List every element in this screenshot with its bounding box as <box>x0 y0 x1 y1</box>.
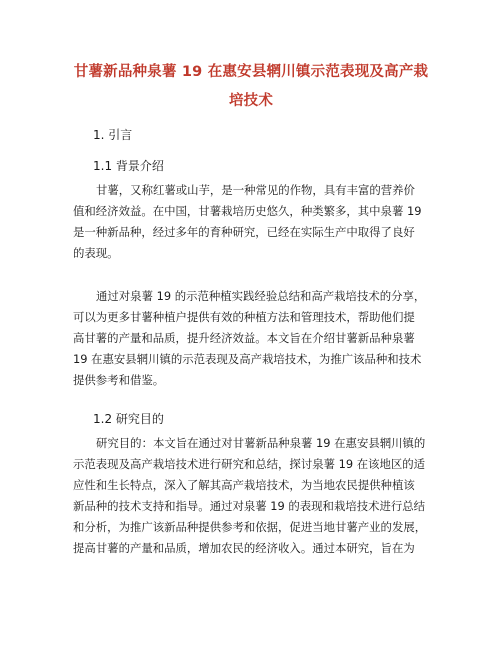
paragraph-line: 提高甘薯的产量和品质，增加农民的经济收入。通过本研究，旨在为 <box>73 541 415 555</box>
paragraph-line: 值和经济效益。在中国，甘薯栽培历史悠久，种类繁多，其中泉薯 19 <box>73 204 422 218</box>
paragraph-line: 应性和生长特点，深入了解其高产栽培技术，为当地农民提供种植该 <box>73 478 415 492</box>
heading-introduction: 1. 引言 <box>93 128 133 142</box>
heading-research-purpose: 1.2 研究目的 <box>93 412 164 426</box>
paragraph-line: 甘薯，又称红薯或山芋，是一种常见的作物，具有丰富的营养价 <box>96 183 415 197</box>
paragraph-line: 通过对泉薯 19 的示范种植实践经验总结和高产栽培技术的分享， <box>96 289 426 303</box>
title-line-2: 培技术 <box>228 93 274 109</box>
paragraph-line: 和分析，为推广该新品种提供参考和依据，促进当地甘薯产业的发展， <box>73 520 427 534</box>
paragraph-line: 示范表现及高产栽培技术进行研究和总结，探讨泉薯 19 在该地区的适 <box>73 457 426 471</box>
paragraph-line: 高甘薯的产量和品质，提升经济效益。本文旨在介绍甘薯新品种泉薯 <box>73 331 415 345</box>
paragraph-line: 提供参考和借鉴。 <box>73 373 165 387</box>
paragraph-purpose-summary <box>73 286 443 391</box>
paragraph-line: 19 在惠安县辋川镇的示范表现及高产栽培技术，为推广该品种和技术 <box>73 352 422 366</box>
paragraph-line: 是一种新品种，经过多年的育种研究，已经在实际生产中取得了良好 <box>73 225 415 239</box>
paragraph-research-purpose <box>73 433 443 559</box>
document-title <box>60 58 442 116</box>
paragraph-background <box>73 180 443 264</box>
paragraph-line: 新品种的技术支持和指导。通过对泉薯 19 的表现和栽培技术进行总结 <box>73 499 426 513</box>
title-line-1: 甘薯新品种泉薯 19 在惠安县辋川镇示范表现及高产栽 <box>73 64 429 80</box>
paragraph-line: 可以为更多甘薯种植户提供有效的种植方法和管理技术，帮助他们提 <box>73 310 415 324</box>
heading-background: 1.1 背景介绍 <box>93 159 164 173</box>
paragraph-line: 研究目的：本文旨在通过对甘薯新品种泉薯 19 在惠安县辋川镇的 <box>96 436 426 450</box>
paragraph-line: 的表现。 <box>73 246 119 260</box>
